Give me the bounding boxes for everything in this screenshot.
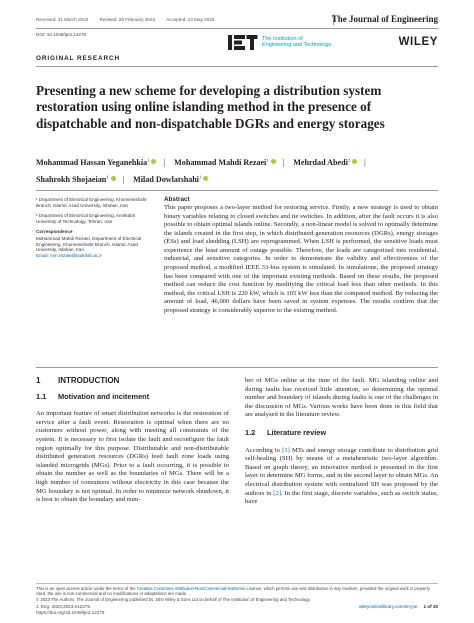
article-doi: DOI: 10.1049/tje2.12279	[36, 32, 87, 37]
orcid-icon[interactable]	[271, 159, 276, 164]
author-affil-sup: 1	[147, 157, 150, 162]
header-rule	[36, 28, 438, 29]
author-name: Shahrokh Shojaeian	[36, 174, 107, 184]
author-list	[36, 153, 438, 187]
wiley-logo: WILEY	[398, 36, 438, 48]
doi-url[interactable]: https://doi.org/10.1049/tje2.12279	[36, 609, 105, 615]
body-column-left	[36, 377, 229, 514]
license-link[interactable]: Creative Commons Attribution-NonCommercial-NoDerivs	[136, 586, 246, 591]
correspondence-text: Mohammad Mahdi Rezaei, Department of Electrical Engineering, Khomeinishahr Branch, Islamic Azad University, Isfahan, Iran.	[36, 235, 142, 253]
license-text	[36, 586, 438, 597]
citation-line: J. Eng. 2023;2023:e12279.	[36, 604, 92, 609]
author-separator: |	[364, 157, 366, 167]
author-1	[36, 158, 156, 167]
affiliations	[36, 197, 154, 263]
section-heading-introduction	[36, 377, 229, 386]
iet-name-line1: The Institution of	[262, 36, 303, 42]
subsection-title: Literature review	[267, 427, 327, 437]
author-affil-sup: 1	[106, 174, 109, 180]
license-footnote	[36, 586, 438, 602]
author-name: Mohammad Hassan Yeganehkia	[36, 157, 148, 167]
citation-link[interactable]: [1]	[282, 446, 290, 454]
subsection-number: 1.2	[245, 427, 256, 437]
revised-date: Revised: 28 February 2023	[99, 17, 156, 22]
section-rule	[36, 66, 438, 67]
author-3	[293, 158, 357, 167]
page-footer	[36, 604, 438, 616]
paragraph-motivation-continued: ber of MGs online at the time of the fault. MG islanding online and during faults has received little attention, so determining the optimal number and boundary of islands during faults is one of the challenges in the discussion of MGs. Various works have been done in this field that are analysed in the literature review.	[245, 377, 438, 419]
copyright-text: © 2023 The Authors. The Journal of Engineering published by John Wiley & Sons Ltd on behalf of The Institution of Engineering and Technology.	[36, 596, 311, 602]
paragraph-literature	[245, 447, 438, 507]
body-column-right	[245, 377, 438, 516]
author-4	[36, 175, 116, 184]
correspondence-heading: Correspondence	[36, 229, 73, 235]
accepted-date: Accepted: 23 May 2023	[166, 17, 215, 22]
author-affil-sup: 1	[199, 174, 202, 180]
author-name: Mehrdad Abedi	[293, 157, 348, 167]
author-affil-sup: 2	[347, 157, 351, 162]
author-separator: |	[163, 157, 166, 167]
author-name: Milad Dowlatshahi	[133, 174, 200, 184]
citation-link[interactable]: [2]	[273, 489, 281, 497]
orcid-icon[interactable]	[151, 159, 156, 164]
affiliation-2: ² Department of Electrical Engineering, Amirkabir University of Technology, Tehran, Iran	[36, 213, 136, 224]
abstract-rule	[36, 367, 438, 368]
author-affil-sup: 1	[266, 157, 269, 162]
iet-logo-icon	[228, 34, 258, 51]
paragraph-motivation: An important feature of smart distribution networks is the restoration of service after a fault event. Restoration is optimal when there are no customers without power, along with meeting all constraints of the system. It is necessary to first isolate the fault and reconfigure the fault region optimally for this purpose. Distributable and non-distributable distributed generation resources (DGRs) feed fault zone loads using islanded microgrids (MGs). Prior to a fault occurring, it is possible to obtain the number as well as the boundaries of MGs. There will be a high number of consumers without electricity in this case because the MG boundary is not optimal. In order to minimize network shutdown, it is best to obtain the boundary and num-	[36, 410, 229, 504]
correspondence-body	[36, 236, 154, 258]
literature-text-1: According to	[245, 446, 283, 454]
iet-name-line2: Engineering and Technology	[262, 42, 332, 49]
received-date: Received: 31 March 2022	[36, 17, 89, 22]
section-title: INTRODUCTION	[58, 376, 120, 385]
orcid-icon[interactable]	[111, 176, 116, 181]
author-separator: |	[282, 157, 285, 167]
subsection-heading-literature	[245, 429, 438, 438]
abstract-body: This paper proposes a two-layer method for restoring service. Firstly, a new strategy is used to obtain binary variables relating to closed switches and tie switches. In addition, after the fault occurs it is also possible to obtain optimal islands online. Secondly, a non-linear model is solved to optimally determine the islands created in the first step, in which distributed generation resources (DGRs), energy storages (ESs) and load shedding (LSH) are reprogrammed. When LSH is performed, the sensitive loads must experience the least amount of outage possible. Therefore, the loads are categorized into residential, industrial, and sensitive categories. In order to demonstrate the validity and effectiveness of the proposed method, a modified IEEE 33-bus system is simulated. In simulations, the proposed strategy has been compared with one of the important existing methods. Based on these results, the proposed method can reduce the cost function by modifying the critical load less than other methods. In this method, the critical LSH is 220 kW, which is 105 kW less than the compared method. By reducing the amount of load, 46,000 dollars have been saved in system expenses. The results confirm that the proposed strategy is considerably superior to the existing method.	[164, 204, 438, 314]
publisher-logos	[228, 32, 438, 54]
footnote-rule	[36, 583, 438, 584]
literature-text-2: MTs and energy storage contribute to distribution grid self-healing (SH) by means of a metaheuristic two-layer algorithm. Based on graph theory, an innovative method is presented in the first layer to determine MG forms, and in the second layer to obtain MGs. An electrical distribution system with centralized SH was proposed by the authors in	[245, 446, 438, 497]
correspondence-email[interactable]: Email: mm.rezaei@iaukhsh.ac.ir	[36, 252, 102, 258]
author-rule	[36, 190, 438, 191]
iet-name	[262, 36, 331, 48]
section-number: 1	[36, 376, 41, 385]
subsection-heading-motivation	[36, 393, 229, 402]
article-type: ORIGINAL RESEARCH	[36, 55, 121, 62]
author-separator: |	[122, 174, 125, 184]
journal-header	[36, 14, 438, 27]
journal-name: The Journal of Engineering	[331, 14, 438, 24]
affiliation-1: ¹ Department of Electrical Engineering, Khomeinishahr Branch, Islamic Azad University, Isfahan, Iran	[36, 197, 147, 208]
author-5	[133, 175, 208, 184]
site-link[interactable]: wileyonlinelibrary.com/iet-joe	[359, 604, 418, 609]
author-name: Mohammad Mahdi Rezaei	[174, 157, 267, 167]
orcid-icon[interactable]	[352, 159, 357, 164]
subsection-number: 1.1	[36, 391, 47, 401]
footer-right	[359, 604, 438, 610]
subsection-title: Motivation and incitement	[58, 391, 150, 401]
article-dates	[36, 17, 224, 22]
license-text-b: License, which permits use and distribution in any medium, provided the original work is properly cited, the use is non-commercial and no modifications or adaptations are made.	[36, 586, 430, 597]
page-number: 1 of 15	[423, 604, 438, 609]
author-2	[174, 158, 275, 167]
license-text-a: This is an open access article under the terms of the	[36, 586, 137, 591]
article-title: Presenting a new scheme for developing a distribution system restoration using online islanding method in the presence of dispatchable and non-dispatchable DGRs and energy storages	[36, 83, 385, 131]
orcid-icon[interactable]	[203, 176, 208, 181]
abstract	[164, 196, 438, 315]
abstract-heading: Abstract	[164, 196, 190, 203]
literature-text-3: . In the first stage, discrete variables, such as switch status, have	[245, 489, 438, 506]
